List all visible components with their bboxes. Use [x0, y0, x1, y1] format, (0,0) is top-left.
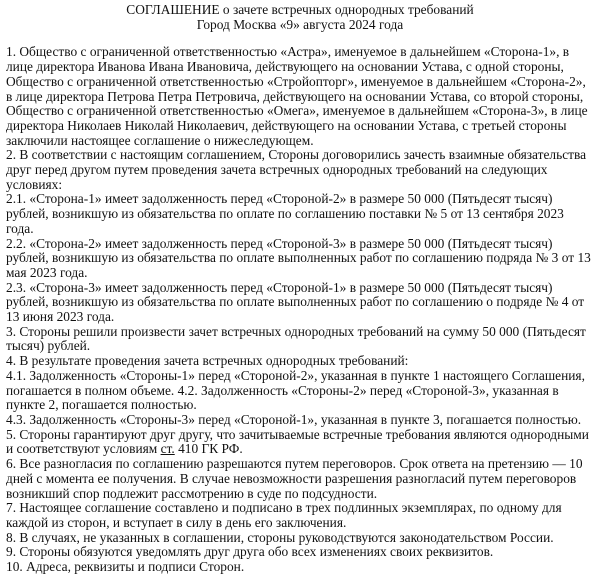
paragraph-10: 10. Адреса, реквизиты и подписи Сторон. — [6, 559, 245, 575]
paragraph-2-2: 2.2. «Сторона-2» имеет задолженность перед «Стороной-3» в размере 50 000 (Пятьдесят тысяч) рублей, возникшую из обязательства по оплате выполненных работ по соглашению подряда № 3 от 13 мая 2023 года. — [6, 235, 591, 280]
paragraph-5 — [6, 428, 594, 457]
title-line-2: Город Москва «9» августа 2024 года — [196, 16, 404, 32]
paragraph-6: 6. Все разногласия по соглашению разрешаются путем переговоров. Срок ответа на претензию — 10 дней с момента ее получения. В случае невозможности разрешения разногласий путем переговоров возникший спор подлежит рассмотрению в суде по подсудности. — [6, 456, 583, 501]
title-line-1: СОГЛАШЕНИЕ о зачете встречных однородных требований — [126, 2, 474, 17]
paragraph-2: 2. В соответствии с настоящим соглашением, Стороны договорились зачесть взаимные обязательства друг перед другом путем проведения зачета встречных однородных требований на следующих условиях: — [6, 147, 587, 192]
paragraph-5-text: 5. Стороны гарантируют друг другу, что зачитываемые встречные требования являются однородными и соответствуют условиям — [6, 426, 589, 457]
paragraph-8: 8. В случаях, не указанных в соглашении, стороны руководствуются законодательством России. — [6, 529, 554, 545]
paragraph-9: 9. Стороны обязуются уведомлять друг друга обо всех изменениях своих реквизитов. — [6, 544, 494, 560]
paragraph-1: 1. Общество с ограниченной ответственностью «Астра», именуемое в дальнейшем «Сторона-1», в лице директора Иванова Ивана Ивановича, действующего на основании Устава, с одной стороны, Общество с ограниченной ответственностью «Стройопторг», именуемое в дальнейшем «Сторона-2», в лице директора Петрова Петра Петровича, действующего на основании Устава, со второй стороны, Общество с ограниченной ответственностью «Омега», именуемое в дальнейшем «Сторона-3», в лице директора Николаев Николай Николаевич, действующего на основании Устава, с третьей стороны заключили настоящее соглашение о нижеследующем. — [6, 44, 588, 148]
document-title — [6, 3, 594, 32]
paragraph-4-1: 4.1. Задолженность «Стороны-1» перед «Стороной-2», указанная в пункте 1 настоящего Соглашения, погашается в полном объеме. 4.2. Задолженность «Стороны-2» перед «Стороной-3», указанная в пункте 2, погашается полностью. — [6, 367, 585, 413]
paragraph-4-3: 4.3. Задолженность «Стороны-3» перед «Стороной-1», указанная в пункте 3, погашается полностью. — [6, 411, 582, 427]
law-article-link[interactable]: ст. — [160, 441, 175, 457]
paragraph-2-3: 2.3. «Сторона-3» имеет задолженность перед «Стороной-1» в размере 50 000 (Пятьдесят тысяч) рублей, возникшую из обязательства по оплате выполненных работ по соглашению о подряде № 4 от 13 июня 2023 года. — [6, 279, 585, 325]
paragraph-7: 7. Настоящее соглашение составлено и подписано в трех подлинных экземплярах, по одному для каждой из сторон, и вступает в силу в день его заключения. — [6, 500, 562, 530]
paragraph-2-1: 2.1. «Сторона-1» имеет задолженность перед «Стороной-2» в размере 50 000 (Пятьдесят тысяч) рублей, возникшую из обязательства по оплате по соглашению поставки № 5 от 13 сентября 2023 года. — [6, 191, 564, 236]
paragraph-3: 3. Стороны решили произвести зачет встречных однородных требований на сумму 50 000 (Пятьдесят тысяч) рублей. — [6, 323, 586, 354]
paragraph-5-text-end: 410 ГК РФ. — [174, 441, 243, 457]
paragraph-4: 4. В результате проведения зачета встречных однородных требований: — [6, 353, 409, 369]
